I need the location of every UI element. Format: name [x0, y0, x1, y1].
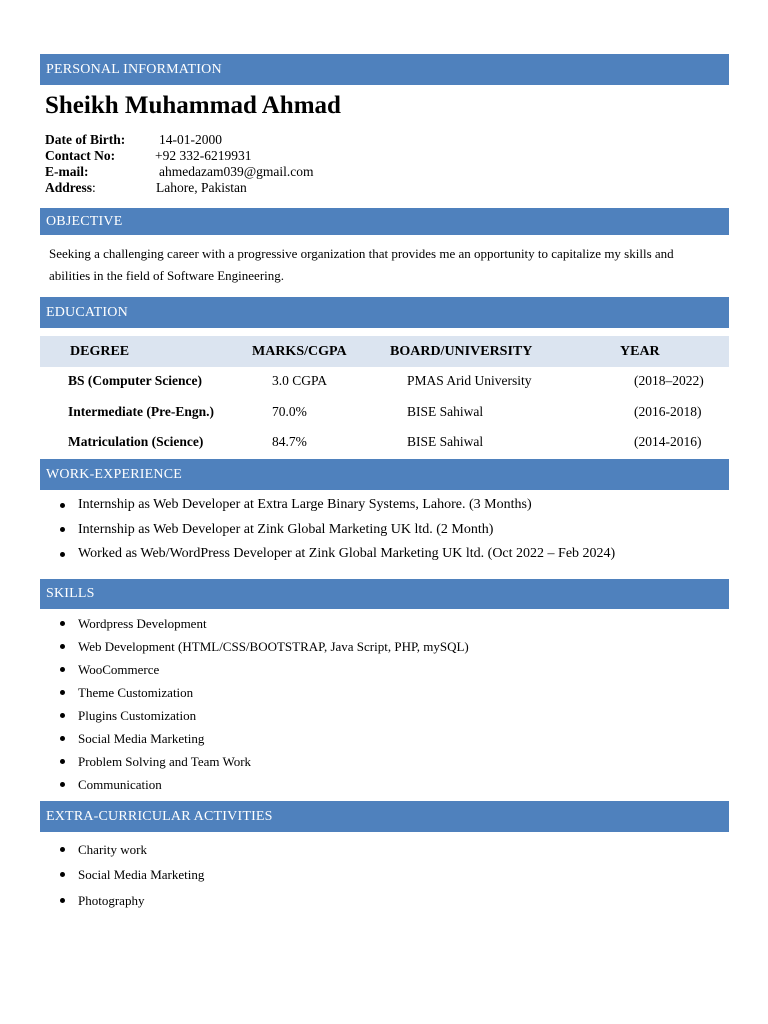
list-item: Worked as Web/WordPress Developer at Zink Global Marketing UK ltd. (Oct 2022 – Feb 2024)	[40, 542, 615, 567]
board-cell: BISE Sahiwal	[407, 434, 484, 449]
list-item: Charity work	[40, 837, 204, 862]
address-label-text: Address	[45, 180, 93, 195]
objective-text: Seeking a challenging career with a progressive organization that provides me an opportunity to capitalize my skills and abilities in the field of Software Engineering.	[49, 246, 674, 283]
board-cell: PMAS Arid University	[407, 373, 532, 388]
table-row	[40, 371, 729, 391]
year-cell: (2018–2022)	[634, 373, 704, 388]
list-item: Theme Customization	[40, 681, 469, 704]
dob-label: Date of Birth:	[45, 132, 126, 147]
table-row	[40, 432, 729, 452]
list-item: Plugins Customization	[40, 704, 469, 727]
list-item: Internship as Web Developer at Zink Global Marketing UK ltd. (2 Month)	[40, 518, 615, 543]
list-item: Communication	[40, 773, 469, 796]
skills-heading: SKILLS	[40, 579, 729, 609]
list-item: Problem Solving and Team Work	[40, 750, 469, 773]
skills-list	[40, 612, 469, 796]
objective-heading: OBJECTIVE	[40, 208, 729, 235]
candidate-name: Sheikh Muhammad Ahmad	[45, 92, 341, 119]
address-label-colon: :	[92, 180, 96, 195]
year-cell: (2016-2018)	[634, 404, 702, 419]
degree-cell: BS (Computer Science)	[68, 373, 202, 388]
address-value: Lahore, Pakistan	[156, 180, 247, 195]
work-experience-heading: WORK-EXPERIENCE	[40, 459, 729, 490]
marks-cell: 84.7%	[272, 434, 307, 449]
year-cell: (2014-2016)	[634, 434, 702, 449]
email-value: ahmedazam039@gmail.com	[159, 164, 314, 179]
work-experience-list	[40, 493, 615, 567]
contact-value: +92 332-6219931	[155, 148, 252, 163]
address-label	[45, 180, 96, 196]
extra-curricular-heading: EXTRA-CURRICULAR ACTIVITIES	[40, 801, 729, 832]
marks-cell: 70.0%	[272, 404, 307, 419]
email-label: E-mail:	[45, 164, 89, 179]
list-item: Internship as Web Developer at Extra Large Binary Systems, Lahore. (3 Months)	[40, 493, 615, 518]
marks-cell: 3.0 CGPA	[272, 373, 328, 388]
table-row	[40, 402, 729, 422]
col-marks: MARKS/CGPA	[252, 344, 347, 359]
list-item: Photography	[40, 888, 204, 913]
col-board: BOARD/UNIVERSITY	[390, 344, 533, 359]
list-item: Social Media Marketing	[40, 862, 204, 887]
board-cell: BISE Sahiwal	[407, 404, 484, 419]
contact-label: Contact No:	[45, 148, 116, 163]
list-item: WooCommerce	[40, 658, 469, 681]
list-item: Web Development (HTML/CSS/BOOTSTRAP, Java Script, PHP, mySQL)	[40, 635, 469, 658]
list-item: Wordpress Development	[40, 612, 469, 635]
personal-information-heading: PERSONAL INFORMATION	[40, 54, 729, 85]
education-heading: EDUCATION	[40, 297, 729, 328]
degree-cell: Intermediate (Pre-Engn.)	[68, 404, 214, 419]
degree-cell: Matriculation (Science)	[68, 434, 204, 449]
dob-value: 14-01-2000	[159, 132, 222, 147]
education-table-header	[40, 336, 729, 367]
col-degree: DEGREE	[70, 344, 130, 359]
list-item: Social Media Marketing	[40, 727, 469, 750]
col-year: YEAR	[620, 344, 660, 359]
extra-curricular-list	[40, 837, 204, 913]
